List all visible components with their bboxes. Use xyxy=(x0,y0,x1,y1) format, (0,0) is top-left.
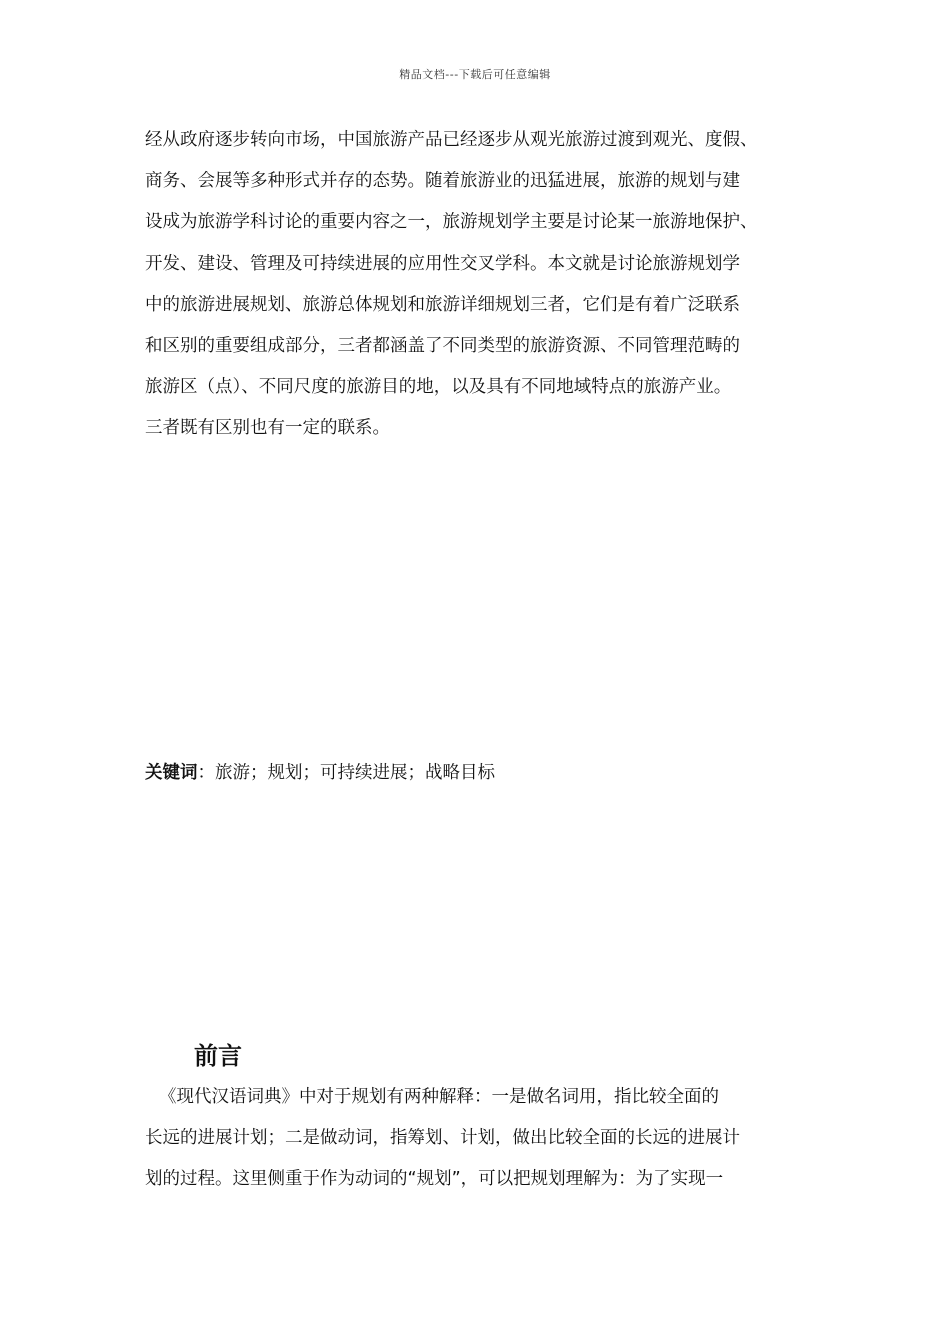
preface-line: 划的过程。这里侧重于作为动词的“规划”，可以把规划理解为：为了实现一 xyxy=(145,1169,724,1190)
abstract-line: 开发、建设、管理及可持续进展的应用性交叉学科。本文就是讨论旅游规划学 xyxy=(145,253,740,274)
page-header: 精品文档---下载后可任意编辑 xyxy=(399,68,551,81)
preface-line: 长远的进展计划；二是做动词，指筹划、计划，做出比较全面的长远的进展计 xyxy=(145,1128,740,1149)
keywords-label: 关键词 xyxy=(145,763,198,783)
preface-paragraph xyxy=(145,1077,825,1201)
abstract-line: 商务、会展等多种形式并存的态势。随着旅游业的迅猛进展，旅游的规划与建 xyxy=(145,171,740,192)
abstract-line: 三者既有区别也有一定的联系。 xyxy=(145,418,390,439)
preface-heading: 前言 xyxy=(194,1042,242,1070)
keywords-values: 旅游；规划；可持续进展；战略目标 xyxy=(215,763,495,783)
abstract-line: 和区别的重要组成部分，三者都涵盖了不同类型的旅游资源、不同管理范畴的 xyxy=(145,335,740,356)
abstract-line: 设成为旅游学科讨论的重要内容之一，旅游规划学主要是讨论某一旅游地保护、 xyxy=(145,212,758,233)
abstract-line: 经从政府逐步转向市场，中国旅游产品已经逐步从观光旅游过渡到观光、度假、 xyxy=(145,130,758,150)
abstract-line: 中的旅游进展规划、旅游总体规划和旅游详细规划三者，它们是有着广泛联系 xyxy=(145,294,740,315)
keywords-line xyxy=(145,759,825,787)
abstract-paragraph xyxy=(145,120,825,450)
abstract-line: 旅游区（点）、不同尺度的旅游目的地，以及具有不同地域特点的旅游产业。 xyxy=(145,377,732,398)
keywords-separator: ： xyxy=(197,763,215,783)
preface-line: 《现代汉语词典》中对于规划有两种解释：一是做名词用，指比较全面的 xyxy=(159,1087,719,1107)
